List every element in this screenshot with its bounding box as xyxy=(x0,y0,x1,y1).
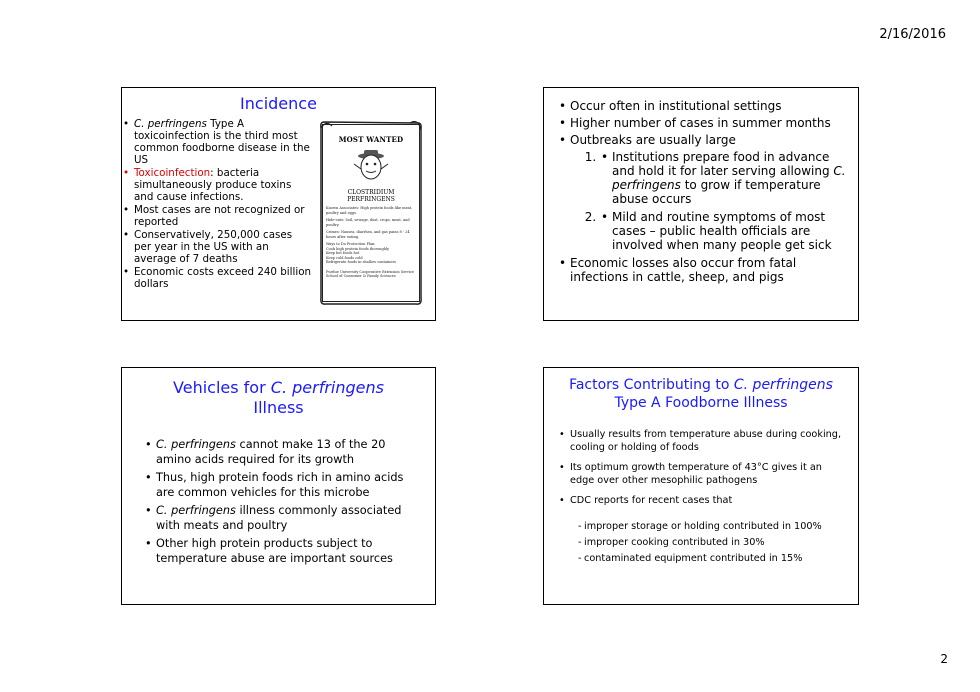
sub-item: - improper cooking contributed in 30% xyxy=(578,537,765,548)
item-text: to grow if temperature abuse occurs xyxy=(612,178,821,206)
sub-item: - improper storage or holding contributed in 100% xyxy=(578,521,822,532)
poster-way: Refrigerate foods in shallow containers xyxy=(326,260,396,264)
poster-name-line: PERFRINGENS xyxy=(347,196,395,203)
bullet-list xyxy=(122,118,312,291)
species-name: C. perfringens xyxy=(612,164,846,192)
poster-hideouts: Hide-outs: Soil, sewage, dust, crops, meat, and poultry. xyxy=(326,218,410,227)
list-item: • Usually results from temperature abuse during cooking, cooling or holding of foods xyxy=(558,428,846,454)
sub-item: - contaminated equipment contributed in 15% xyxy=(578,553,803,564)
poster-known-associates: Known Associates: High protein foods like meat, poultry and eggs. xyxy=(326,206,413,215)
slide-title xyxy=(142,378,415,418)
list-item: • CDC reports for recent cases that xyxy=(558,494,846,507)
sub-item-text: improper cooking contributed in 30% xyxy=(584,537,765,548)
species-name: C. perfringens xyxy=(270,378,384,397)
poster-publisher: Purdue University Cooperative Extension Service School of Consumer & Family Sciences xyxy=(326,269,414,278)
list-item xyxy=(122,118,312,166)
poster-crimes: Crimes: Nausea, diarrhea, and gas pains 8 - 24 hours after eating. xyxy=(326,230,410,239)
bullet-text: illness commonly associated with meats and poultry xyxy=(156,504,402,532)
poster-name-line: CLOSTRIDIUM xyxy=(347,189,395,196)
poster-content xyxy=(322,124,420,302)
bullet-list xyxy=(558,428,846,511)
most-wanted-poster xyxy=(318,118,424,308)
bullet-list xyxy=(558,99,846,287)
bullet-text: : bacteria simultaneously produce toxins and cause infections. xyxy=(134,167,292,203)
numbered-item xyxy=(600,150,846,206)
list-item: • Occur often in institutional settings xyxy=(558,99,846,113)
species-name: C. perfringens xyxy=(134,118,207,130)
list-item: • Thus, high protein foods rich in amino acids are common vehicles for this microbe xyxy=(144,471,415,500)
list-item: • Other high protein products subject to temperature abuse are important sources xyxy=(144,537,415,566)
list-item: • Its optimum growth temperature of 43°C gives it an edge over other mesophilic pathogens xyxy=(558,461,846,487)
item-text: Institutions prepare food in advance and hold it for later serving allowing xyxy=(612,150,834,178)
numbered-item: • 2. Mild and routine symptoms of most cases – public health officials are involved when many people get sick xyxy=(600,210,846,252)
title-text: Type A Foodborne Illness xyxy=(614,395,788,411)
poster-ways-heading: Ways to Do Protection Plan: xyxy=(326,242,376,246)
list-item xyxy=(144,438,415,467)
list-item xyxy=(122,167,312,203)
poster-way: Cook high protein foods thoroughly xyxy=(326,246,390,251)
poster-way: Keep hot foods hot xyxy=(326,251,360,255)
term-highlight: Toxicoinfection xyxy=(134,167,211,179)
slide-outbreaks xyxy=(543,87,859,321)
slide-title xyxy=(550,376,852,412)
list-item: • Higher number of cases in summer months xyxy=(558,116,846,130)
list-item xyxy=(558,133,846,252)
poster-way: Keep cold foods cold xyxy=(326,255,363,260)
sub-item-text: contaminated equipment contributed in 15% xyxy=(584,553,803,564)
list-item: • Most cases are not recognized or reported xyxy=(122,204,312,228)
bullet-text: cannot make 13 of the 20 amino acids required for its growth xyxy=(156,438,386,466)
slide-incidence xyxy=(121,87,436,321)
list-item xyxy=(144,504,415,533)
sub-list xyxy=(562,520,846,568)
handout-date: 2/16/2016 xyxy=(879,27,946,42)
list-item: • Conservatively, 250,000 cases per year in the US with an average of 7 deaths xyxy=(122,229,312,265)
slide-vehicles xyxy=(121,367,436,605)
sub-item-text: improper storage or holding contributed in 100% xyxy=(584,521,822,532)
slide-title: Incidence xyxy=(240,94,317,113)
bullet-list xyxy=(144,438,415,570)
bacterium-cowboy-icon xyxy=(351,147,391,183)
poster-heading: MOST WANTED xyxy=(338,135,404,144)
slide-factors xyxy=(543,367,859,605)
numbered-list xyxy=(570,150,846,252)
list-item: • Economic losses also occur from fatal infections in cattle, sheep, and pigs xyxy=(558,256,846,284)
title-text: Illness xyxy=(253,398,304,417)
species-name: C. perfringens xyxy=(733,377,833,393)
page-number: 2 xyxy=(940,652,948,666)
bullet-text: Outbreaks are usually large xyxy=(570,133,736,147)
species-name: C. perfringens xyxy=(156,504,236,517)
bullet-text: Type A toxicoinfection is the third most common foodborne disease in the US xyxy=(134,118,310,166)
title-text: Factors Contributing to xyxy=(569,377,734,393)
poster-name xyxy=(326,189,416,203)
species-name: C. perfringens xyxy=(156,438,236,451)
list-item: • Economic costs exceed 240 billion dollars xyxy=(122,266,312,290)
title-text: Vehicles for xyxy=(173,378,271,397)
